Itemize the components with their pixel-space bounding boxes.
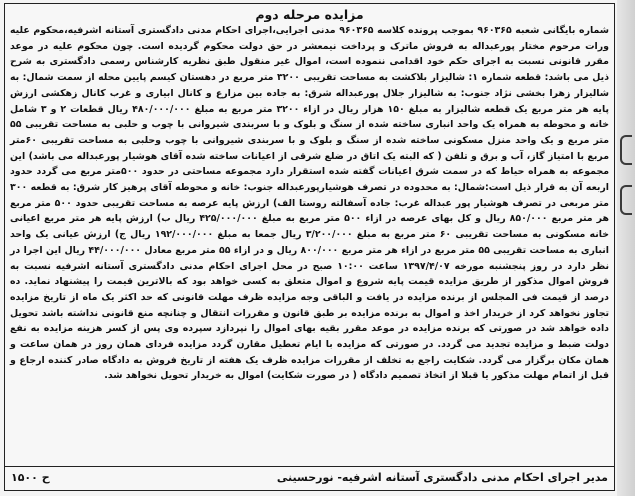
- notice-body: شماره بایگانی شعبه ۹۶۰۳۶۵ بموجب پرونده کلاسه ۹۶۰۳۶۵ مدنی اجرایی،اجرای احکام مدنی دادگستری آستانه اشرفیه،محکوم علیه ورات مرحوم مختار پورعبداله به فروش ماترک و پرداخت نیمعشر در حق دولت محکوم گردیده است. چون محکوم علیه در موعد مقرر قانونی نسبت به اجرای حکم خود اقدامی ننموده است، اموال غیر منقول طبق نظریه کارشناس رسمی دادگستری به شرح ذیل می باشد: قطعه شماره ۱: شالیزار بلاکشت به مساحت تقریبی ۳۲۰۰ متر مربع در دهستان کیسم پایین محله از سمت شمال: به شالیزار زهرا بخشی نژاد جنوب: به شالیزار جلال پورعبداله شرق: به جاده بین مزارع و کانال ابیاری و غرب کانال زهکشی ارزش پایه هر متر مربع یک قطعه شالیزار به مبلغ ۱۵۰ هزار ریال در ازاء ۳۲۰۰ متر مربع به مبلغ ۴۸۰/۰۰۰/۰۰۰ ریال قطعات ۲ و ۳ شامل خانه و محوطه به همراه یک واحد انباری ساخته شده از سنگ و بلوک و با سربندی شیروانی با چوب و حلبی به مساحت تقریبی ۵۵ متر مربع و یک واحد منزل مسکونی ساخته شده از سنگ و بلوک و با سربندی شیروانی با چوب وحلبی به مساحت تقریبی ۶۰متر مربع با امتیاز گاز، آب و برق و تلفن ( که البته یک اتاق در ضلع شرقی از اعیانات ساخته شده آقای هوشیار پورعبداله می باشد) این مجموعه به همراه حیاط که در سمت شرق اعیانات گفته شده استقرار دارد مجموعه مساحتی در حدود ۵۰۰متر مربع می گردد حدود اربعه آن به قرار ذیل است:شمال: به محدوده در تصرف هوشیارپورعبداله جنوب: خانه و محوطه آقای پرهیز کار شرق: به قطعه ۳۰۰ متر مربعی در تصرف هوشیار پور عبداله غرب: جاده آسفالته روستا الف) ارزش پایه عرصه به مساحت تقریبی حدود ۵۰۰ متر مربع هر متر مربع ۸۵۰/۰۰۰ ریال و کل بهای عرصه در ازاء ۵۰۰ متر مربع به مبلغ ۴۲۵/۰۰۰/۰۰۰ ریال ب) ارزش پایه هر متر مربع اعیانی خانه مسکونی به مساحت تقریبی ۶۰ متر مربع به مبلغ ۳/۲۰۰/۰۰۰ ریال جمعا به مبلغ ۱۹۲/۰۰۰/۰۰۰ ریال ج) ارزش عیانی یک واحد انباری به مساحت تقریبی ۵۵ متر مربع در ازاء هر متر مربع ۸۰۰/۰۰۰ ریال و در ازاء ۵۵ متر مربع معادل ۴۴/۰۰۰/۰۰۰ ریال این اجرا در نظر دارد در روز پنجشنبه مورخه ۱۳۹۷/۴/۰۷ ساعت ۱۰:۰۰ صبح در محل اجرای احکام مدنی دادگستری آستانه اشرفیه نسبت به فروش اموال مذکور از طریق مزایده قیمت پایه شروع و اموال متعلق به کسی خواهد بود که بالاترین قیمت را پیشنهاد نماید. ده درصد از قیمت فی المجلس از برنده مزایده در یافت و الباقی وجه مزایده ظرف مهلت قانونی که حد اکثر یک ماه از تاریخ مزایده تجاوز نخواهد کرد از خریدار اخذ و اموال به برنده مزایده بر طبق قانون و مقررات انتقال و چنانچه منع قانونی نداشته باشد تحویل داده خواهد شد در صورتی که برنده مزایده در موعد مقرر بقیه بهای اموال را نپردازد سپرده وی پس از کسر هزینه مزایده به نفع دولت ضبط و مزایده تجدید می گردد. در صورتی که مزایده با ایام تعطیل مقارن گردد مزایده فردای همان روز در همان ساعت و همان مکان برگزار می گردد. شکایت راجع به تخلف از مقررات مزایده ظرف یک هفته از تاریخ فروش به دادگاه صادر کننده ارجاع و قبل از اتمام مهلت مذکور یا قبلا از اتخاذ تصمیم دادگاه ( در صورت شکایت) اموال به خریدار تحویل نخواهد شد.: [10, 25, 610, 382]
- adjacent-glyph-mark: [620, 185, 632, 215]
- adjacent-column-edge: [617, 0, 635, 496]
- notice-frame: [4, 3, 615, 491]
- adjacent-glyph-mark: [620, 135, 632, 165]
- notice-title: مزایده مرحله دوم: [255, 7, 364, 22]
- notice-footer: [5, 466, 614, 488]
- signature-line: مدیر اجرای احکام مدنی دادگستری آستانه اشرفیه- نورحسینی: [276, 471, 608, 484]
- ad-code: ح ۱۵۰۰: [11, 471, 50, 484]
